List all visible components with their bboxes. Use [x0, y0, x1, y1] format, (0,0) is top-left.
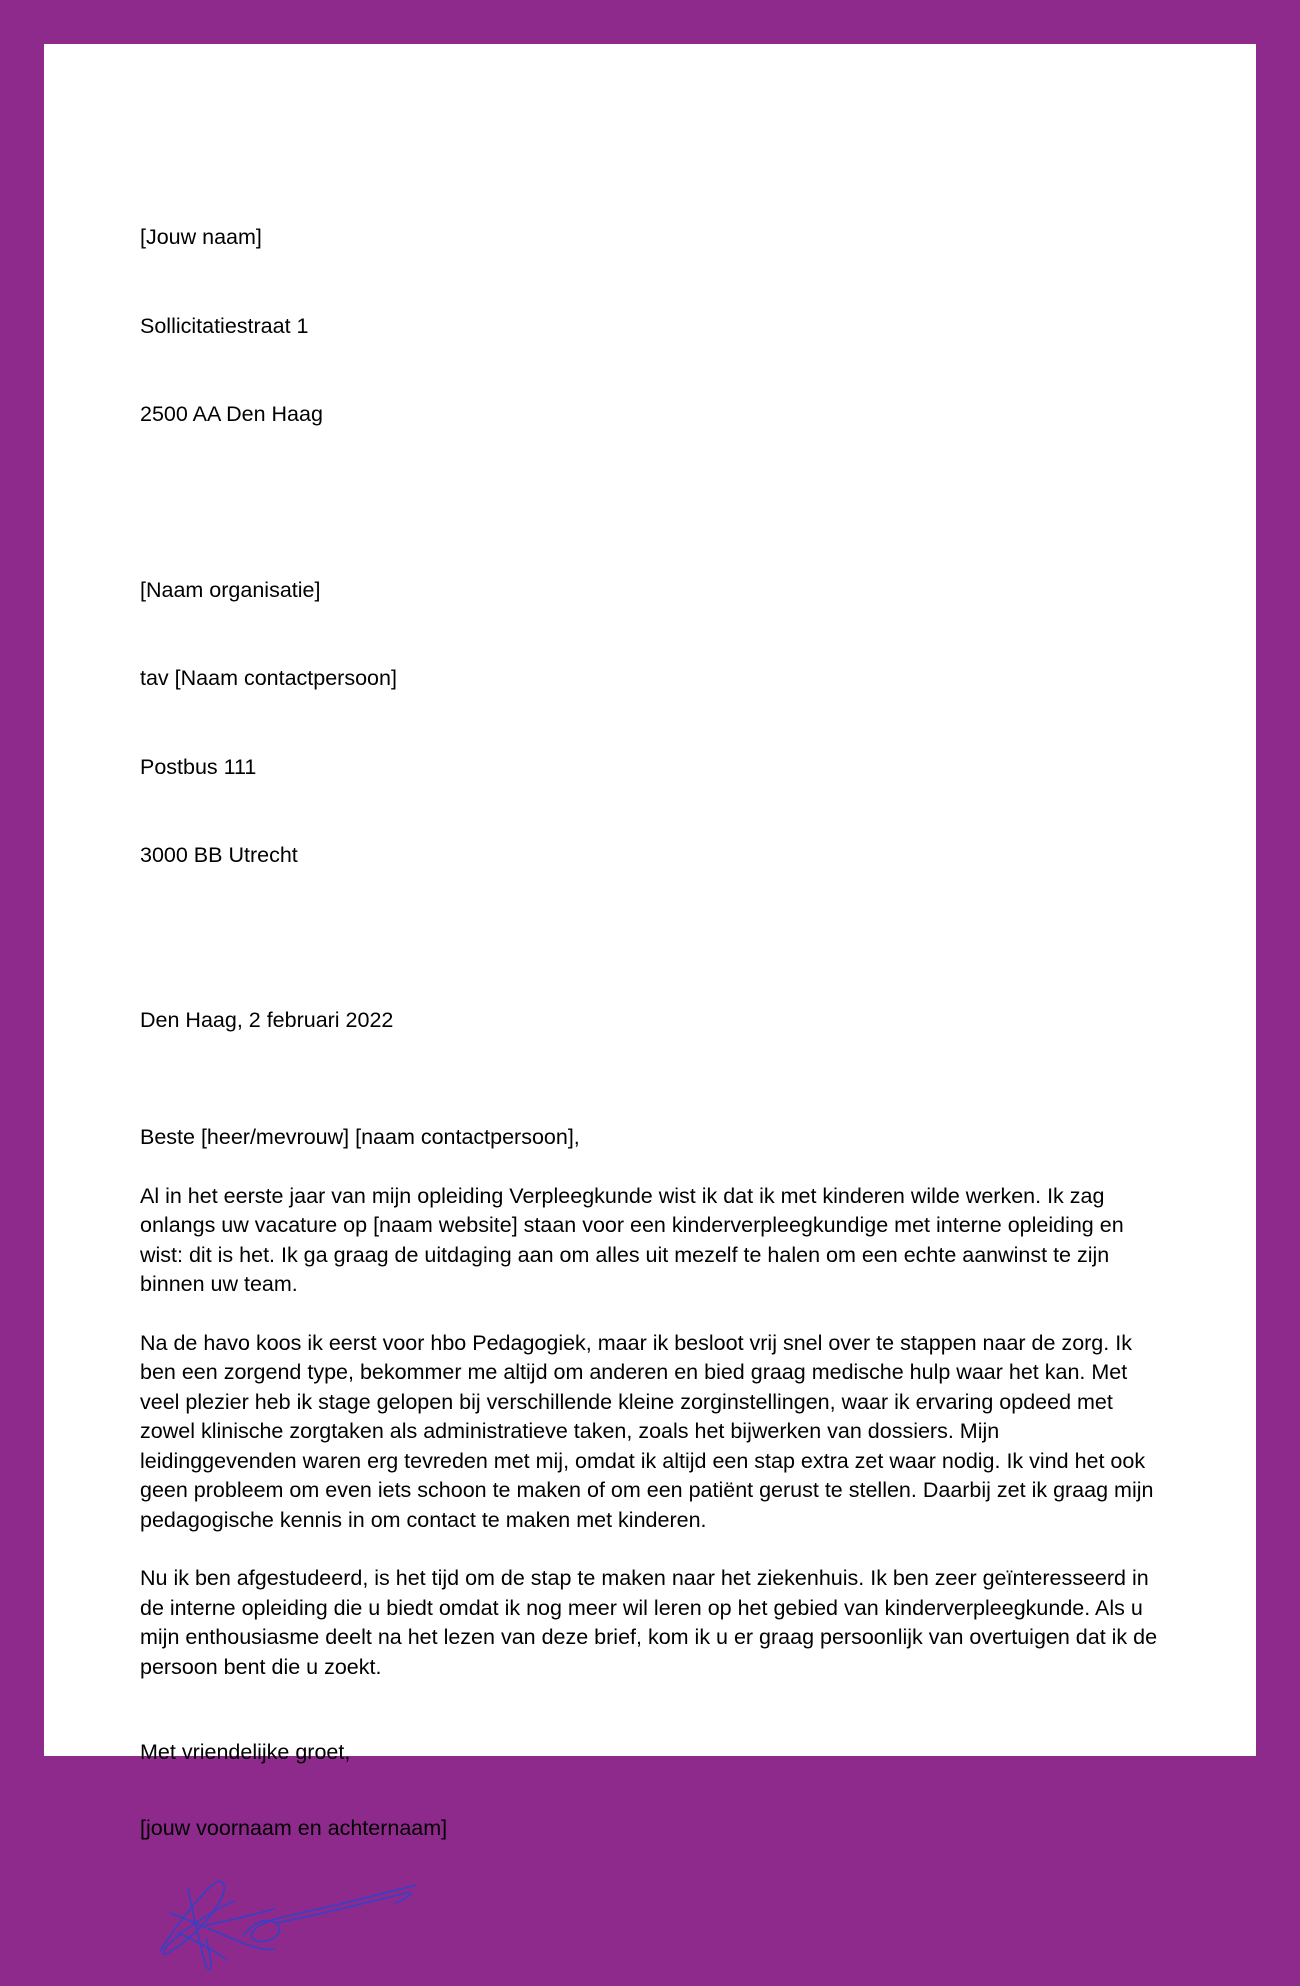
letter-body	[140, 164, 1160, 1981]
recipient-attention: tav [Naam contactpersoon]	[140, 666, 397, 690]
letter-page	[44, 44, 1256, 1840]
paragraph-2: Na de havo koos ik eerst voor hbo Pedagogiek, maar ik besloot vrij snel over te stappen naar de zorg. Ik ben een zorgend type, bekommer me altijd om anderen en bied graag medische hulp waar het kan. Met veel plezier heb ik stage gelopen bij verschillende kleine zorginstellingen, waar ik ervaring opdeed met zowel klinische zorgtaken als administratieve taken, zoals het bijwerken van dossiers. Mijn leidinggevenden waren erg tevreden met mij, omdat ik altijd een stap extra zet waar nodig. Ik vind het ook geen probleem om even iets schoon te maken of om een patiënt gerust te stellen. Daarbij zet ik graag mijn pedagogische kennis in om contact te maken met kinderen.	[140, 1330, 1154, 1532]
handwritten-signature	[148, 1861, 478, 1981]
paragraph-3: Nu ik ben afgestudeerd, is het tijd om de stap te maken naar het ziekenhuis. Ik ben zeer geïnteresseerd in de interne opleiding die u biedt omdat ik nog meer wil leren op het gebied van kinderverpleegkunde. Als u mijn enthousiasme deelt na het lezen van deze brief, kom ik u er graag persoonlijk van overtuigen dat ik de persoon bent die u zoekt.	[140, 1566, 1158, 1679]
sender-street: Sollicitatiestraat 1	[140, 313, 309, 338]
salutation: Beste [heer/mevrouw] [naam contactpersoon],	[140, 1125, 580, 1149]
recipient-postbox: Postbus 111	[140, 754, 257, 779]
dateline: Den Haag, 2 februari 2022	[140, 1007, 394, 1032]
sender-city: 2500 AA Den Haag	[140, 402, 323, 426]
recipient-address-block	[140, 517, 1160, 930]
sender-address-block	[140, 164, 1160, 489]
sender-name: [Jouw naam]	[140, 225, 262, 249]
recipient-organisation: [Naam organisatie]	[140, 577, 321, 602]
closing-line: Met vriendelijke groet,	[140, 1740, 351, 1764]
recipient-city: 3000 BB Utrecht	[140, 843, 298, 867]
signature-name: [jouw voornaam en achternaam]	[140, 1815, 448, 1840]
paragraph-1: Al in het eerste jaar van mijn opleiding Verpleegkunde wist ik dat ik met kinderen wilde werken. Ik zag onlangs uw vacature op [naam website] staan voor een kinderverpleegkundige met interne opleiding en wist: dit is het. Ik ga graag de uitdaging aan om alles uit mezelf te halen om een echte aanwinst te zijn binnen uw team.	[140, 1183, 1124, 1296]
